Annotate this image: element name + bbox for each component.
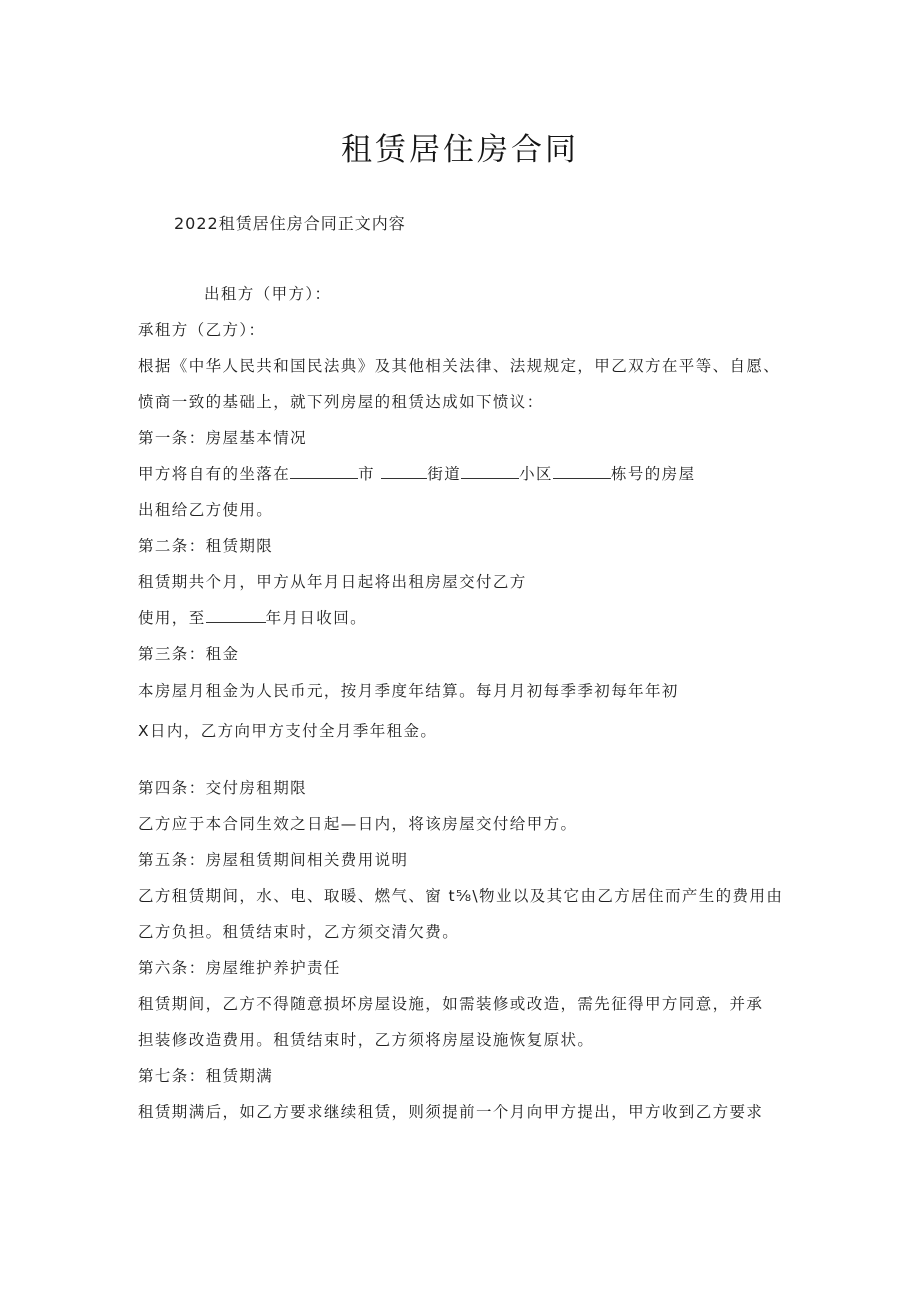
article-2-text-a: 使用，至: [138, 609, 206, 627]
article-4-line-1: 乙方应于本合同生效之日起—日内，将该房屋交付给甲方。: [138, 815, 578, 833]
article-5-heading: 第五条：房屋租赁期间相关费用说明: [138, 851, 409, 869]
article-1-text-c: 街道: [427, 465, 462, 483]
article-4-heading: 第四条：交付房租期限: [138, 779, 308, 797]
article-1-line-2: 出租给乙方使用。: [138, 501, 274, 519]
article-1-text-a: 甲方将自有的坐落在: [138, 465, 291, 483]
article-1-heading: 第一条：房屋基本情况: [138, 429, 308, 447]
city-blank: [290, 464, 358, 479]
article-2-heading: 第二条：租赁期限: [138, 537, 274, 555]
article-6-heading: 第六条：房屋维护养护责任: [138, 959, 341, 977]
article-6-line-1: 租赁期间，乙方不得随意损坏房屋设施，如需装修或改造，需先征得甲方同意，并承: [138, 995, 764, 1013]
article-2-text-b: 年月日收回。: [265, 609, 368, 627]
street-blank: [381, 464, 427, 479]
article-1-text-d: 小区: [519, 465, 553, 483]
article-5-line-2: 乙方负担。租赁结束时，乙方须交清欠费。: [138, 923, 460, 941]
preamble-line-2: 愤商一致的基础上，就下列房屋的租赁达成如下愤议：: [138, 393, 544, 411]
article-6-line-2: 担装修改造费用。租赁结束时，乙方须将房屋设施恢复原状。: [138, 1031, 595, 1049]
article-3-heading: 第三条：租金: [138, 645, 240, 663]
community-blank: [461, 464, 519, 479]
contract-subtitle: 2022租赁居住房合同正文内容: [174, 214, 406, 233]
article-1-text-b: 市: [358, 465, 376, 483]
article-2-line-2: [138, 608, 367, 628]
lessor-line: 出租方（甲方）：: [204, 285, 332, 303]
article-7-heading: 第七条：租赁期满: [138, 1067, 274, 1085]
article-1-text-e: 栋号的房屋: [610, 465, 696, 483]
article-2-line-1: 租赁期共个月，甲方从年月日起将出租房屋交付乙方: [138, 573, 527, 591]
end-date-blank: [206, 608, 266, 623]
contract-title: 租赁居住房合同: [341, 132, 579, 168]
lessee-line: 承租方（乙方）：: [138, 321, 266, 339]
preamble-line-1: 根据《中华人民共和国民法典》及其他相关法律、法规规定，甲乙双方在平等、自愿、: [138, 357, 781, 375]
article-7-line-1: 租赁期满后，如乙方要求继续租赁，则须提前一个月向甲方提出，甲方收到乙方要求: [138, 1103, 764, 1121]
article-5-line-1: 乙方租赁期间，水、电、取暖、燃气、窗 t⅝\物业以及其它由乙方居住而产生的费用由: [138, 887, 784, 905]
article-3-line-2: X日内，乙方向甲方支付全月季年租金。: [138, 722, 438, 740]
article-1-line-1: [138, 464, 695, 484]
building-blank: [553, 464, 611, 479]
article-3-line-1: 本房屋月租金为人民币元，按月季度年结算。每月月初每季季初每年年初: [138, 682, 679, 700]
